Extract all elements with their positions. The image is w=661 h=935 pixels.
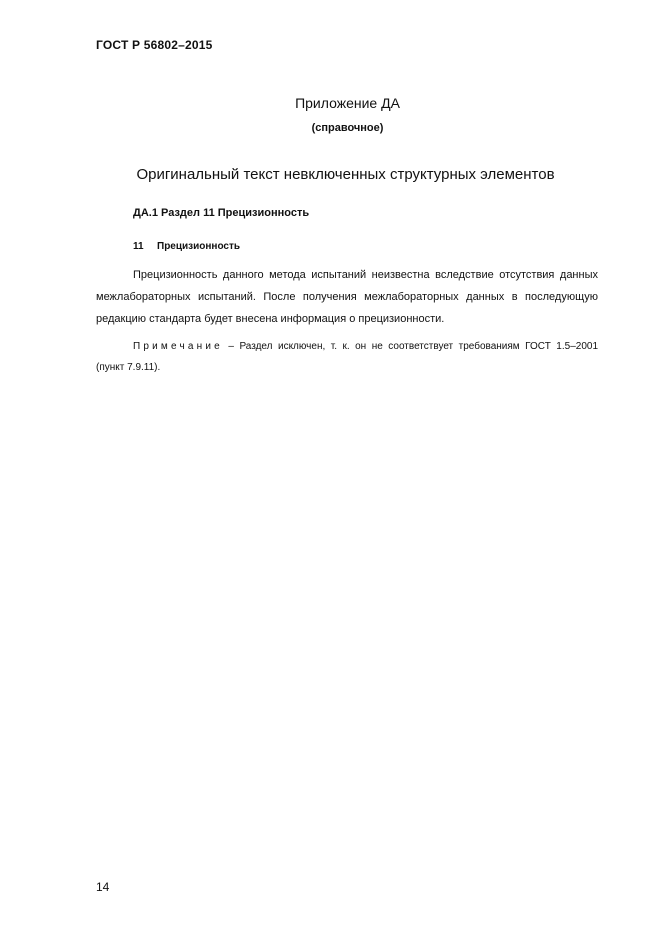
clause-heading	[133, 241, 240, 252]
appendix-title: Приложение ДА	[295, 95, 400, 111]
document-code: ГОСТ Р 56802–2015	[96, 38, 213, 52]
clause-title: Прецизионность	[157, 241, 241, 252]
clause-paragraph: Прецизионность данного метода испытаний неизвестна вследствие отсутствия данных межлабораторных испытаний. После получения межлабораторных данных в последующую редакцию стандарта будет внесена информация о прецизионности.	[96, 269, 598, 325]
page-number: 14	[96, 880, 110, 894]
main-heading: Оригинальный текст невключенных структурных элементов	[136, 166, 555, 183]
note	[96, 336, 598, 378]
note-label: Примечание	[133, 341, 223, 352]
clause-number: 11	[133, 241, 144, 252]
appendix-type: (справочное)	[311, 122, 384, 134]
note-text: – Раздел исключен, т. к. он не соответствует требованиям ГОСТ 1.5–2001 (пункт 7.9.11).	[96, 341, 598, 373]
subsection-heading: ДА.1 Раздел 11 Прецизионность	[133, 207, 310, 219]
